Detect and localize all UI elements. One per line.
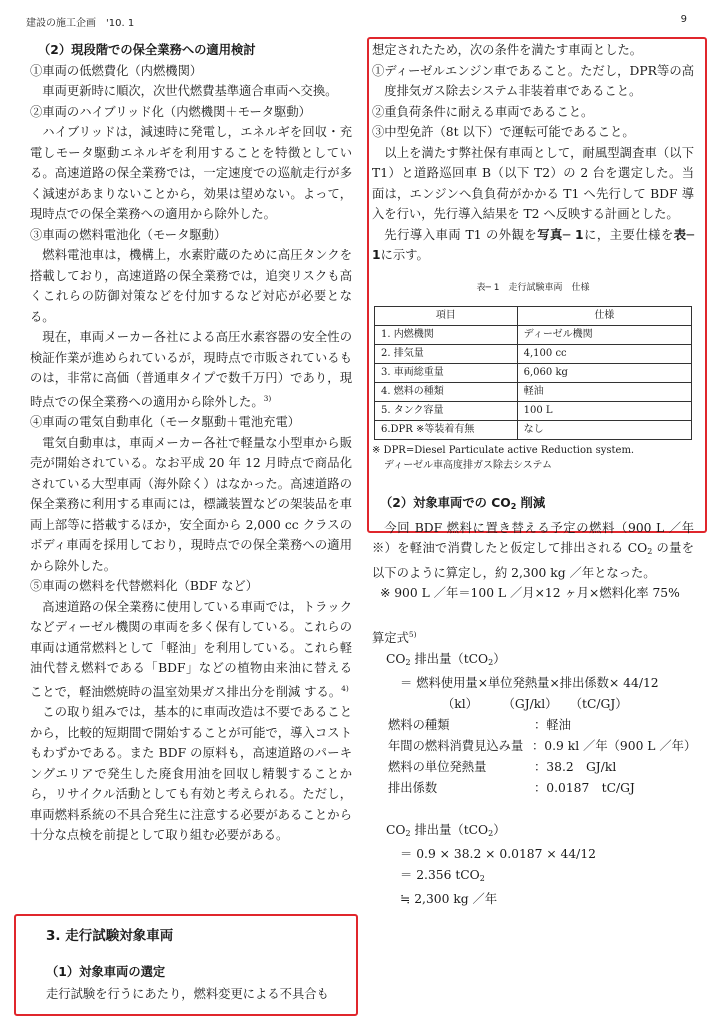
paragraph: 想定されたため，次の条件を満たす車両とした。 — [372, 43, 643, 57]
calc-label: 算定式$^{5)}$ — [372, 629, 417, 645]
item-title: ②車両のハイブリッド化（内燃機関＋モータ駆動） — [30, 104, 311, 119]
item-title: ⑤車両の燃料を代替燃料化（BDF など） — [30, 579, 259, 593]
page-number: 9 — [680, 14, 687, 25]
result-formula: ＝ 0.9 × 38.2 × 0.0187 × 44/12 — [400, 846, 596, 861]
calc-formula: ＝ 燃料使用量×単位発熱量×排出係数× 44/12 — [400, 675, 659, 690]
paragraph-note: ※ 900 L ／年＝100 L ／月×12 ヶ月×燃料化率 75% — [380, 586, 680, 600]
table-header: 項目 — [375, 307, 518, 326]
reference-mark: 4) — [341, 683, 349, 693]
calc-formula: $CO_2$ 排出量（tCO$_2$） — [386, 651, 506, 667]
result-value: ≒ 2,300 kg ／年 — [400, 891, 498, 906]
item-title: ④車両の電気自動車化（モータ駆動＋電池充電） — [30, 415, 301, 429]
table-row: 3. 車両総重量 6,060 kg — [375, 364, 692, 383]
table-row: 1. 内燃機関 ディーゼル機関 — [375, 326, 692, 345]
calculation-block — [372, 624, 697, 910]
result-formula: $CO_2$ 排出量（tCO$_2$） — [386, 822, 506, 838]
table-row: 5. タンク容量 100 L — [375, 402, 692, 421]
running-header: 建設の施工企画 '10. 1 — [26, 18, 135, 29]
table-note: ※ DPR=Diesel Particulate active Reduction system. ディーゼル車高度排ガス除去システム — [372, 445, 635, 471]
section-heading: （2）対象車両での $CO_2$ 削減 — [380, 496, 546, 511]
section-3-text: 走行試験を行うにあたり，燃料変更による不具合も — [46, 987, 329, 1001]
section-3-title: 3. 走行試験対象車両 — [46, 928, 174, 944]
condition-item: ③中型免許（8t 以下）で運転可能であること。 — [372, 125, 635, 139]
condition-item: ①ディーゼルエンジン車であること。ただし，DPR等の高度排気ガス除去システム非装着車であること。 — [372, 63, 694, 98]
param-row: 年間の燃料消費見込み量 ：0.9 kl ／年（900 L ／年） — [388, 738, 697, 753]
paragraph: 電気自動車は，車両メーカー各社で軽量な小型車から販売が開始されている。なお平成 20 年 12 月時点で商品化されている大型車両（海外除く）はなかった。高速道路の保全業務に利用する車両には，標識装置などの架装品を車両上部等に搭載するほか，安全面から 2,000 cc クラスのボディ車両を採用しており，現時点での保全業務への適用から除外した。 — [30, 435, 352, 573]
paragraph: 燃料電池車は，機構上，水素貯蔵のために高圧タンクを搭載しており，高速道路の保全業務では，追突リスクも高くこれらの防御対策などを付加するなど対応が必要となる。 — [30, 248, 352, 324]
reference-mark: 3) — [263, 393, 272, 403]
section-3-subheading: （1）対象車両の選定 — [46, 965, 166, 979]
param-row: 排出係数 ：0.0187 tC/GJ — [388, 780, 635, 795]
right-column — [372, 40, 697, 910]
paragraph: 高速道路の保全業務に使用している車両では，トラックなどディーゼル機関の車両を多く保有している。これらの車両は通常燃料として「軽油」を利用している。これら軽油代替え燃料である「BDF」などの植物由来油に替えることで，軽油燃焼時の温室効果ガス排出分を削減 する。$^{4)}$ — [30, 599, 352, 699]
paragraph: ハイブリッドは，減速時に発電し，エネルギを回収・充電しモータ駆動エネルギを利用することを特徴としている。高速道路の保全業務では，一定速度での巡航走行が多く減速があまりないことから，効果は望めない。よって，現時点での保全業務への適用から除外した。 — [30, 125, 352, 221]
condition-item: ②重負荷条件に耐える車両であること。 — [372, 104, 594, 119]
table-row: 6.DPR ※等装着有無 なし — [375, 421, 692, 440]
result-formula: ＝ 2.356 tCO$_2$ — [400, 867, 485, 883]
paragraph: 以上を満たす弊社保有車両として，耐風型調査車（以下 T1）と道路巡回車 B（以下 T2）の 2 台を選定した。当面は，エンジンへ負負荷がかかる T1 へ先行して BDF 導入を行い，先行導入結果を T2 へ反映する計画とした。 — [372, 145, 694, 221]
paragraph: 今回 BDF 燃料に置き替える予定の燃料（900 L ／年※）を軽油で消費したと仮定して排出される $CO_2$ の量を以下のように算定し，約 2,300 kg ／年となった。 — [372, 520, 694, 580]
paragraph: この取り組みでは，基本的に車両改造は不要であることから，比較的短期間で開始することが可能で，導入コストもわずかである。また BDF の原料も，高速道路のパーキングエリアで発生した廃食用油を回収し精製することから，リサイクル活動としても有効と考えられる。ただし，車両燃料系統の不具合発生に注意する必要があることから十分な点検を前提として取り組む必要がある。 — [30, 705, 352, 842]
left-column — [30, 40, 352, 846]
calc-units: （kl） （GJ/kl） （tC/GJ） — [442, 696, 628, 711]
table-caption: 表─ 1 走行試験車両 仕様 — [476, 282, 590, 293]
table-header: 仕様 — [517, 307, 691, 326]
param-row: 燃料の単位発熱量 ：38.2 GJ/kl — [388, 759, 617, 774]
table-row: 2. 排気量 4,100 cc — [375, 345, 692, 364]
paragraph: 先行導入車両 T1 の外観を写真─ 1に，主要仕様を表─ 1に示す。 — [372, 227, 694, 262]
spec-table — [374, 306, 692, 440]
item-title: ③車両の燃料電池化（モータ駆動） — [30, 227, 227, 242]
item-title: ①車両の低燃費化（内燃機関） — [30, 63, 203, 78]
table-row: 4. 燃料の種類 軽油 — [375, 383, 692, 402]
param-row: 燃料の種類 ：軽油 — [388, 717, 571, 732]
paragraph: 現在，車両メーカー各社による高圧水素容器の安全性の検証作業が進められているが，現時点で市販されているものは，非常に高価（普通車タイプで数千万円）であり，現時点での保全業務への適用から除外した。$^{3)}$ — [30, 330, 352, 409]
paragraph: 車両更新時に順次，次世代燃費基準適合車両へ交換。 — [42, 84, 338, 98]
section-heading: （2）現段階での保全業務への適用検討 — [38, 43, 256, 57]
